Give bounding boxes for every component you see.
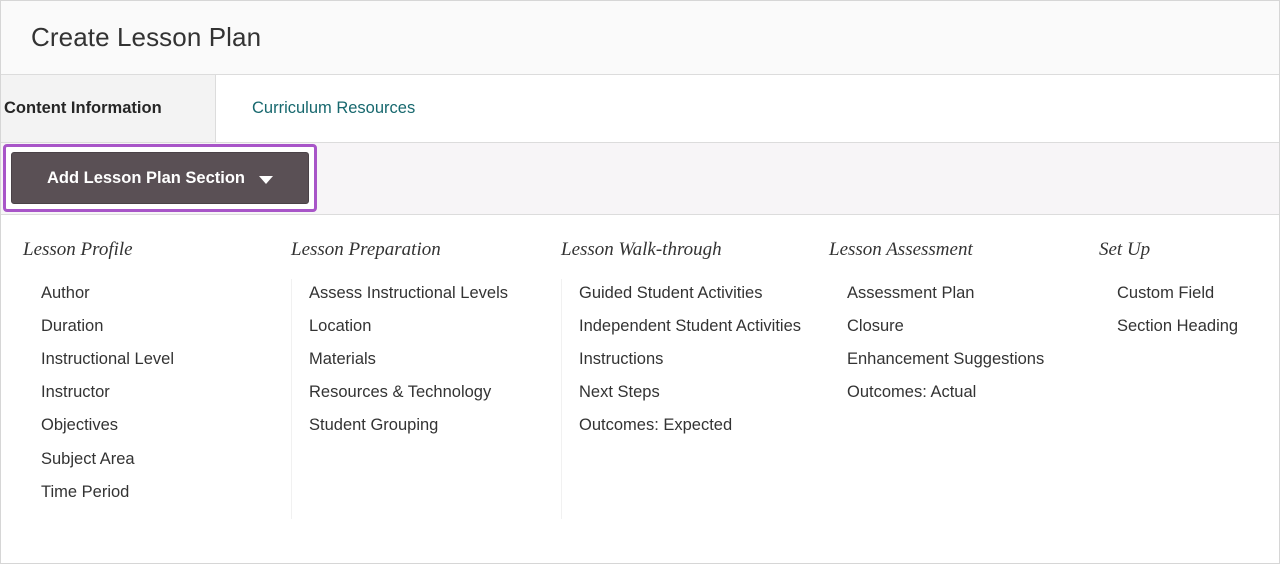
menu-item[interactable]: Outcomes: Actual: [847, 383, 977, 402]
menu-item[interactable]: Time Period: [41, 482, 130, 501]
tab-content-information[interactable]: [1, 75, 216, 142]
menu-item-list: [1099, 277, 1267, 343]
menu-item[interactable]: Subject Area: [41, 449, 135, 468]
menu-column-lesson-profile: [23, 239, 291, 509]
menu-column-title: Lesson Assessment: [829, 239, 973, 260]
menu-column-title: Set Up: [1099, 239, 1151, 260]
tab-curriculum-resources-label: Curriculum Resources: [252, 99, 416, 117]
menu-item[interactable]: Section Heading: [1117, 317, 1239, 336]
menu-item[interactable]: Duration: [41, 317, 104, 336]
menu-item[interactable]: Instructor: [41, 383, 110, 402]
page-header: [1, 1, 1279, 75]
menu-column-lesson-assessment: [829, 239, 1099, 409]
tab-curriculum-resources[interactable]: [216, 75, 441, 142]
toolbar: [1, 143, 1279, 215]
tab-content-information-label: Content Information: [4, 99, 162, 117]
chevron-down-icon: [259, 176, 273, 184]
add-lesson-plan-section-button[interactable]: [11, 152, 309, 204]
menu-column-title: Lesson Preparation: [291, 239, 441, 260]
add-lesson-plan-section-label: Add Lesson Plan Section: [46, 168, 246, 187]
menu-item[interactable]: Closure: [847, 317, 904, 336]
menu-item[interactable]: Location: [309, 317, 372, 336]
menu-item[interactable]: Next Steps: [579, 383, 660, 402]
menu-item[interactable]: Materials: [309, 350, 376, 369]
menu-column-title: Lesson Walk-through: [561, 239, 722, 260]
tab-bar: [1, 75, 1279, 143]
menu-item[interactable]: Outcomes: Expected: [579, 416, 733, 435]
menu-columns: [1, 239, 1279, 509]
column-divider: [291, 279, 292, 519]
menu-item[interactable]: Guided Student Activities: [579, 284, 763, 302]
menu-item-list: [23, 277, 279, 509]
add-lesson-plan-section-highlight: [3, 144, 317, 212]
menu-item[interactable]: Author: [41, 284, 90, 302]
menu-item[interactable]: Assess Instructional Levels: [309, 284, 509, 302]
menu-item[interactable]: Student Grouping: [309, 416, 439, 435]
column-divider: [561, 279, 562, 519]
menu-item[interactable]: Instructional Level: [41, 350, 174, 369]
menu-item[interactable]: Custom Field: [1117, 284, 1215, 302]
menu-column-lesson-walk-through: [561, 239, 829, 443]
menu-column-lesson-preparation: [291, 239, 561, 443]
menu-item-list: [829, 277, 1087, 409]
menu-item[interactable]: Objectives: [41, 416, 119, 435]
lesson-plan-section-menu: [1, 215, 1279, 563]
menu-item[interactable]: Enhancement Suggestions: [847, 350, 1045, 369]
menu-item[interactable]: Instructions: [579, 350, 664, 369]
menu-item-list: [561, 277, 817, 443]
menu-column-title: Lesson Profile: [23, 239, 133, 260]
menu-column-set-up: [1099, 239, 1279, 343]
page-title: Create Lesson Plan: [31, 22, 262, 52]
menu-item-list: [291, 277, 549, 443]
menu-item[interactable]: Assessment Plan: [847, 284, 975, 302]
menu-item[interactable]: Independent Student Activities: [579, 317, 801, 336]
menu-item[interactable]: Resources & Technology: [309, 383, 492, 402]
